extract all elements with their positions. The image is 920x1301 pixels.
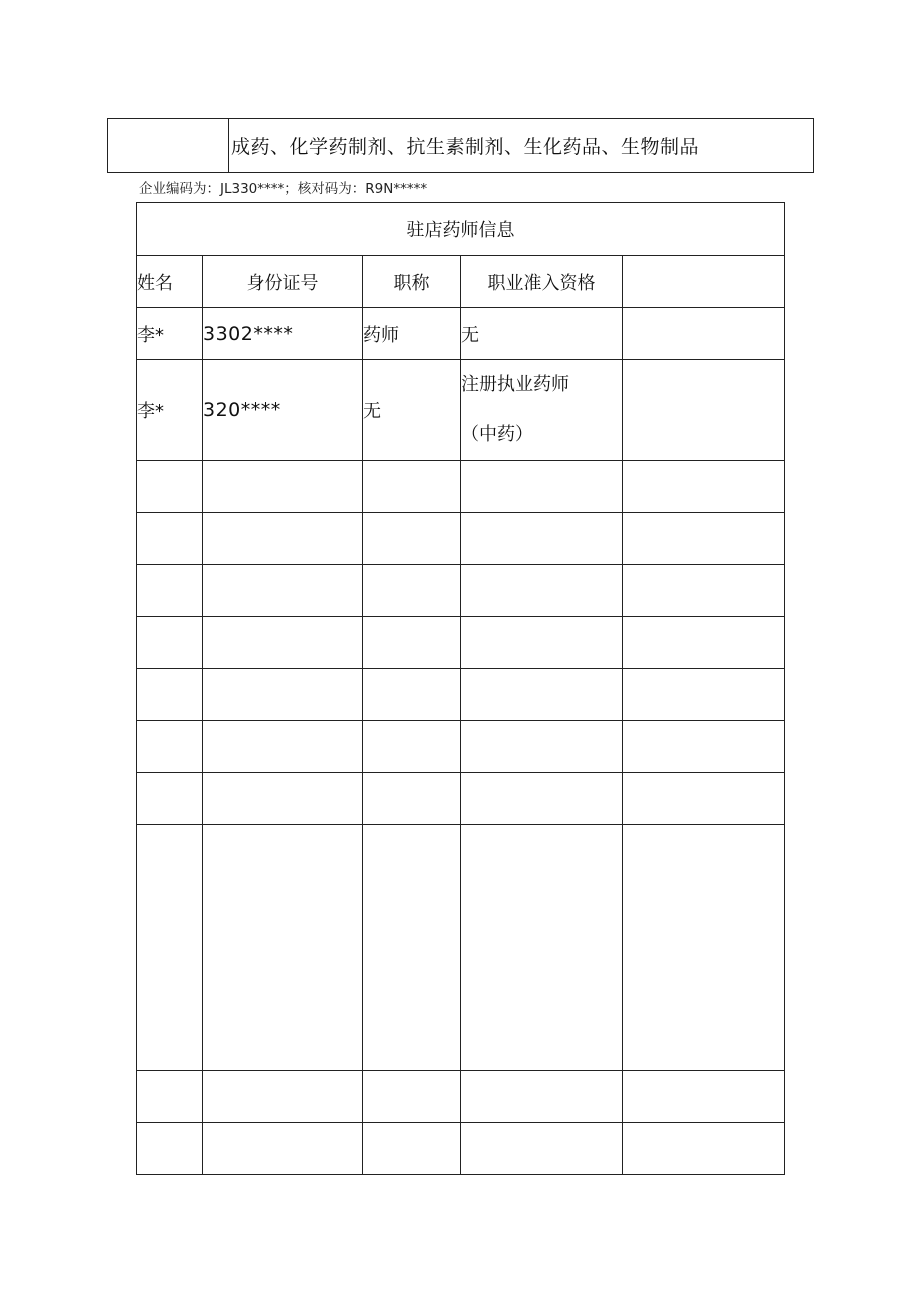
table-row: [137, 461, 785, 513]
cell-name: 李*: [137, 308, 203, 360]
empty-cell: [461, 617, 623, 669]
table-title: 驻店药师信息: [137, 203, 785, 256]
cell-qualification: [461, 308, 623, 360]
empty-cell: [461, 1071, 623, 1123]
header-qualification: 职业准入资格: [461, 256, 623, 308]
table-row: [137, 1123, 785, 1175]
empty-cell: [137, 773, 203, 825]
table-row: [137, 565, 785, 617]
business-scope-value: 成药、化学药制剂、抗生素制剂、生化药品、生物制品: [229, 119, 814, 173]
empty-cell: [203, 721, 363, 773]
cell-title: 无: [363, 360, 461, 461]
empty-cell: [363, 825, 461, 1071]
empty-cell: [623, 669, 785, 721]
header-name: 姓名: [137, 256, 203, 308]
empty-cell: [363, 461, 461, 513]
cell-extra: [623, 308, 785, 360]
empty-cell: [461, 669, 623, 721]
table-row: [137, 1071, 785, 1123]
empty-cell: [137, 617, 203, 669]
empty-cell: [363, 1123, 461, 1175]
qualification-line-1: 注册执业药师: [461, 374, 569, 395]
empty-cell: [203, 565, 363, 617]
empty-cell: [623, 1123, 785, 1175]
table-row: [137, 513, 785, 565]
empty-cell: [203, 1123, 363, 1175]
header-extra: [623, 256, 785, 308]
table-row: [137, 721, 785, 773]
table-row: [137, 617, 785, 669]
empty-cell: [461, 513, 623, 565]
cell-extra: [623, 360, 785, 461]
empty-cell: [623, 461, 785, 513]
empty-cell: [623, 1071, 785, 1123]
empty-cell: [623, 721, 785, 773]
cell-id-number: 3302****: [203, 308, 363, 360]
pharmacist-info-table: [136, 202, 785, 1175]
empty-cell: [363, 617, 461, 669]
empty-cell: [461, 565, 623, 617]
empty-cell: [363, 773, 461, 825]
empty-cell: [461, 1123, 623, 1175]
business-scope-label-cell: [108, 119, 229, 173]
empty-cell: [363, 513, 461, 565]
empty-cell: [363, 669, 461, 721]
empty-cell: [461, 773, 623, 825]
empty-cell: [203, 461, 363, 513]
header-id-number: 身份证号: [203, 256, 363, 308]
empty-cell: [137, 1123, 203, 1175]
business-scope-row: [108, 119, 814, 173]
empty-cell: [461, 825, 623, 1071]
empty-cell: [137, 1071, 203, 1123]
empty-cell: [203, 773, 363, 825]
table-row: [137, 773, 785, 825]
empty-cell: [203, 1071, 363, 1123]
empty-cell: [461, 461, 623, 513]
empty-cell: [203, 669, 363, 721]
header-title: 职称: [363, 256, 461, 308]
empty-cell: [363, 721, 461, 773]
table-row: [137, 669, 785, 721]
empty-cell: [623, 513, 785, 565]
empty-cell: [623, 825, 785, 1071]
empty-cell: [623, 565, 785, 617]
business-scope-table: [107, 118, 814, 173]
cell-qualification: [461, 360, 623, 461]
empty-cell: [137, 565, 203, 617]
empty-cell: [137, 461, 203, 513]
empty-cell: [137, 513, 203, 565]
table-title-row: [137, 203, 785, 256]
empty-cell: [363, 565, 461, 617]
qualification-text: 无: [461, 324, 479, 346]
empty-cell: [623, 773, 785, 825]
table-row: [137, 825, 785, 1071]
table-header-row: [137, 256, 785, 308]
cell-name: 李*: [137, 360, 203, 461]
empty-cell: [203, 825, 363, 1071]
cell-id-number: 320****: [203, 360, 363, 461]
empty-cell: [623, 617, 785, 669]
cell-title: 药师: [363, 308, 461, 360]
empty-cell: [363, 1071, 461, 1123]
empty-cell: [137, 669, 203, 721]
empty-cell: [203, 513, 363, 565]
qualification-line-2: （中药）: [461, 424, 533, 445]
table-row: [137, 360, 785, 461]
empty-cell: [137, 721, 203, 773]
empty-cell: [203, 617, 363, 669]
enterprise-code-line: 企业编码为：JL330****；核对码为：R9N*****: [139, 181, 428, 197]
empty-cell: [137, 825, 203, 1071]
empty-cell: [461, 721, 623, 773]
table-row: [137, 308, 785, 360]
